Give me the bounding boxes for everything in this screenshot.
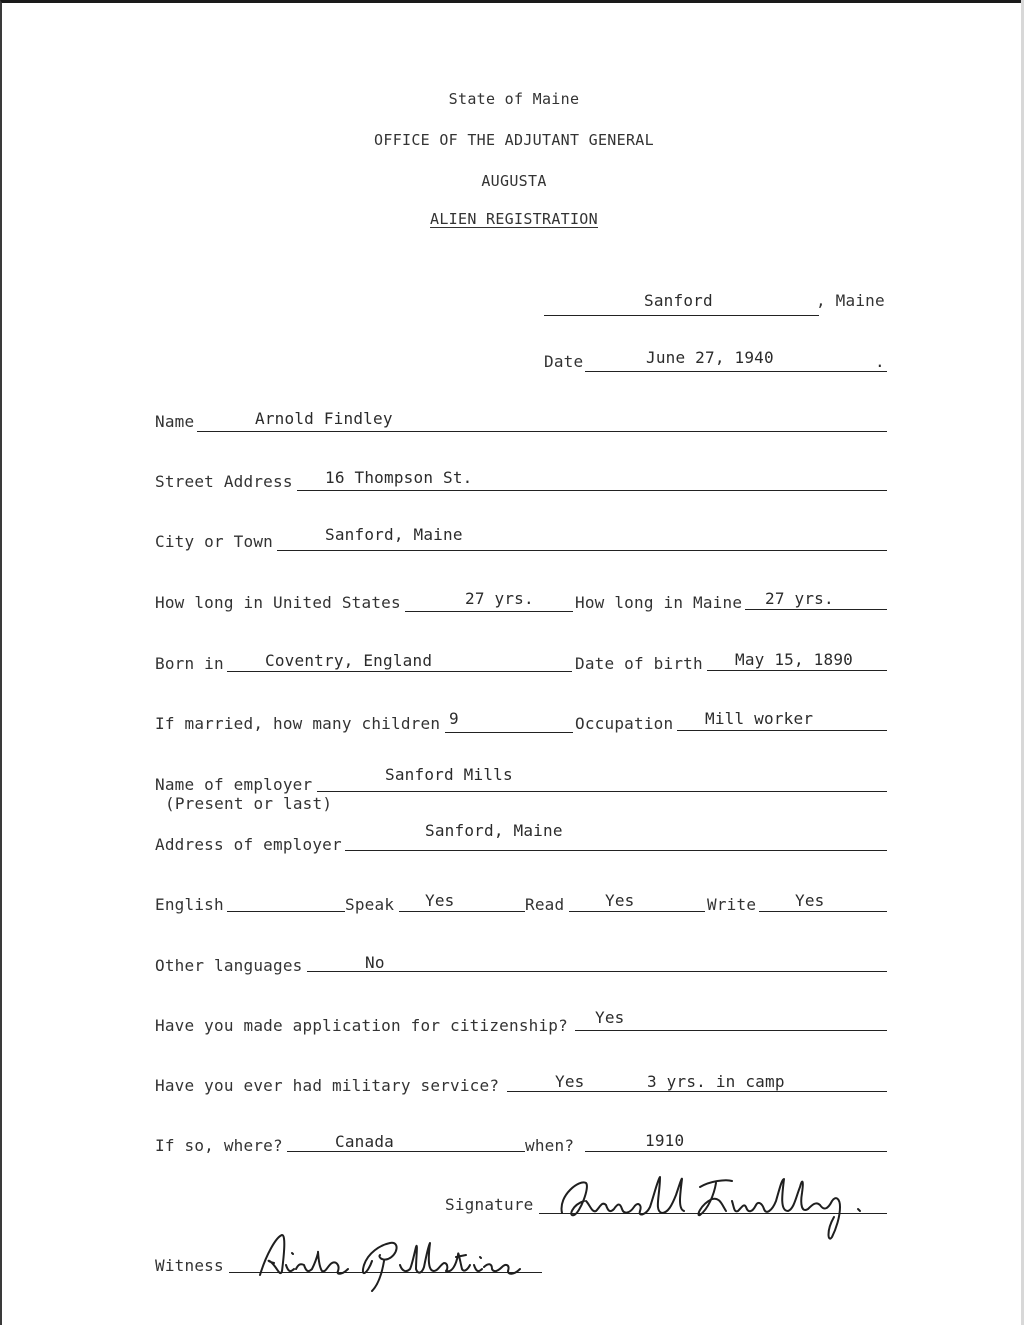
military-detail: 3 yrs. in camp xyxy=(647,1072,785,1091)
occupation-line xyxy=(677,730,887,731)
how-long-us-line xyxy=(405,611,573,612)
date-label: Date xyxy=(544,352,584,371)
occupation-value: Mill worker xyxy=(705,709,814,728)
date-period: . xyxy=(875,352,885,371)
write-label: Write xyxy=(707,895,757,914)
name-value: Arnold Findley xyxy=(255,409,393,428)
write-line xyxy=(759,911,887,912)
speak-value: Yes xyxy=(425,891,455,910)
how-long-maine-label: How long in Maine xyxy=(575,593,743,612)
dob-label: Date of birth xyxy=(575,654,703,673)
town-value: Sanford xyxy=(644,291,713,310)
witness-label: Witness xyxy=(155,1256,224,1275)
born-in-label: Born in xyxy=(155,654,224,673)
when-value: 1910 xyxy=(645,1131,685,1150)
street-address-value: 16 Thompson St. xyxy=(325,468,473,487)
name-line xyxy=(197,431,887,432)
military-label: Have you ever had military service? xyxy=(155,1076,500,1095)
dob-value: May 15, 1890 xyxy=(735,650,853,669)
other-languages-value: No xyxy=(365,953,385,972)
header-state: State of Maine xyxy=(448,90,580,108)
speak-label: Speak xyxy=(345,895,395,914)
signature-label: Signature xyxy=(445,1195,534,1214)
how-long-maine-line xyxy=(745,609,887,610)
read-line xyxy=(569,911,705,912)
english-label: English xyxy=(155,895,224,914)
signature-handwriting xyxy=(550,1165,890,1245)
read-value: Yes xyxy=(605,891,635,910)
children-label: If married, how many children xyxy=(155,714,441,733)
military-value: Yes xyxy=(555,1072,585,1091)
name-label: Name xyxy=(155,412,195,431)
occupation-label: Occupation xyxy=(575,714,674,733)
date-line xyxy=(585,371,887,372)
where-label: If so, where? xyxy=(155,1136,283,1155)
children-line xyxy=(445,732,573,733)
street-address-label: Street Address xyxy=(155,472,293,491)
employer-address-value: Sanford, Maine xyxy=(425,821,563,840)
how-long-us-value: 27 yrs. xyxy=(465,589,534,608)
street-address-line xyxy=(297,490,887,491)
city-town-line xyxy=(277,550,887,551)
citizenship-label: Have you made application for citizenship? xyxy=(155,1016,568,1035)
form-title xyxy=(2,210,1024,228)
employer-address-line xyxy=(345,850,887,851)
employer-name-sublabel: (Present or last) xyxy=(165,794,333,813)
city-town-label: City or Town xyxy=(155,532,273,551)
header-city: AUGUSTA xyxy=(481,172,547,190)
military-line xyxy=(507,1091,887,1092)
citizenship-line xyxy=(575,1030,887,1031)
write-value: Yes xyxy=(795,891,825,910)
when-label: when? xyxy=(525,1136,575,1155)
other-languages-label: Other languages xyxy=(155,956,303,975)
born-in-line xyxy=(227,671,572,672)
town-line xyxy=(544,315,819,316)
employer-address-label: Address of employer xyxy=(155,835,342,854)
how-long-maine-value: 27 yrs. xyxy=(765,589,834,608)
read-label: Read xyxy=(525,895,565,914)
where-line xyxy=(287,1151,525,1152)
employer-name-label: Name of employer xyxy=(155,775,313,794)
other-languages-line xyxy=(307,971,887,972)
town-state-suffix: , Maine xyxy=(816,291,885,310)
how-long-us-label: How long in United States xyxy=(155,593,401,612)
speak-line xyxy=(399,911,525,912)
english-line xyxy=(227,911,345,912)
city-town-value: Sanford, Maine xyxy=(325,525,463,544)
where-value: Canada xyxy=(335,1132,394,1151)
citizenship-value: Yes xyxy=(595,1008,625,1027)
form-title-text: ALIEN REGISTRATION xyxy=(430,210,598,228)
dob-line xyxy=(707,670,887,671)
date-value: June 27, 1940 xyxy=(646,348,774,367)
born-in-value: Coventry, England xyxy=(265,651,433,670)
witness-handwriting xyxy=(252,1225,552,1295)
when-line xyxy=(585,1151,887,1152)
employer-name-value: Sanford Mills xyxy=(385,765,513,784)
header-office: OFFICE OF THE ADJUTANT GENERAL xyxy=(374,131,654,149)
children-value: 9 xyxy=(449,709,459,728)
employer-name-line xyxy=(317,791,887,792)
